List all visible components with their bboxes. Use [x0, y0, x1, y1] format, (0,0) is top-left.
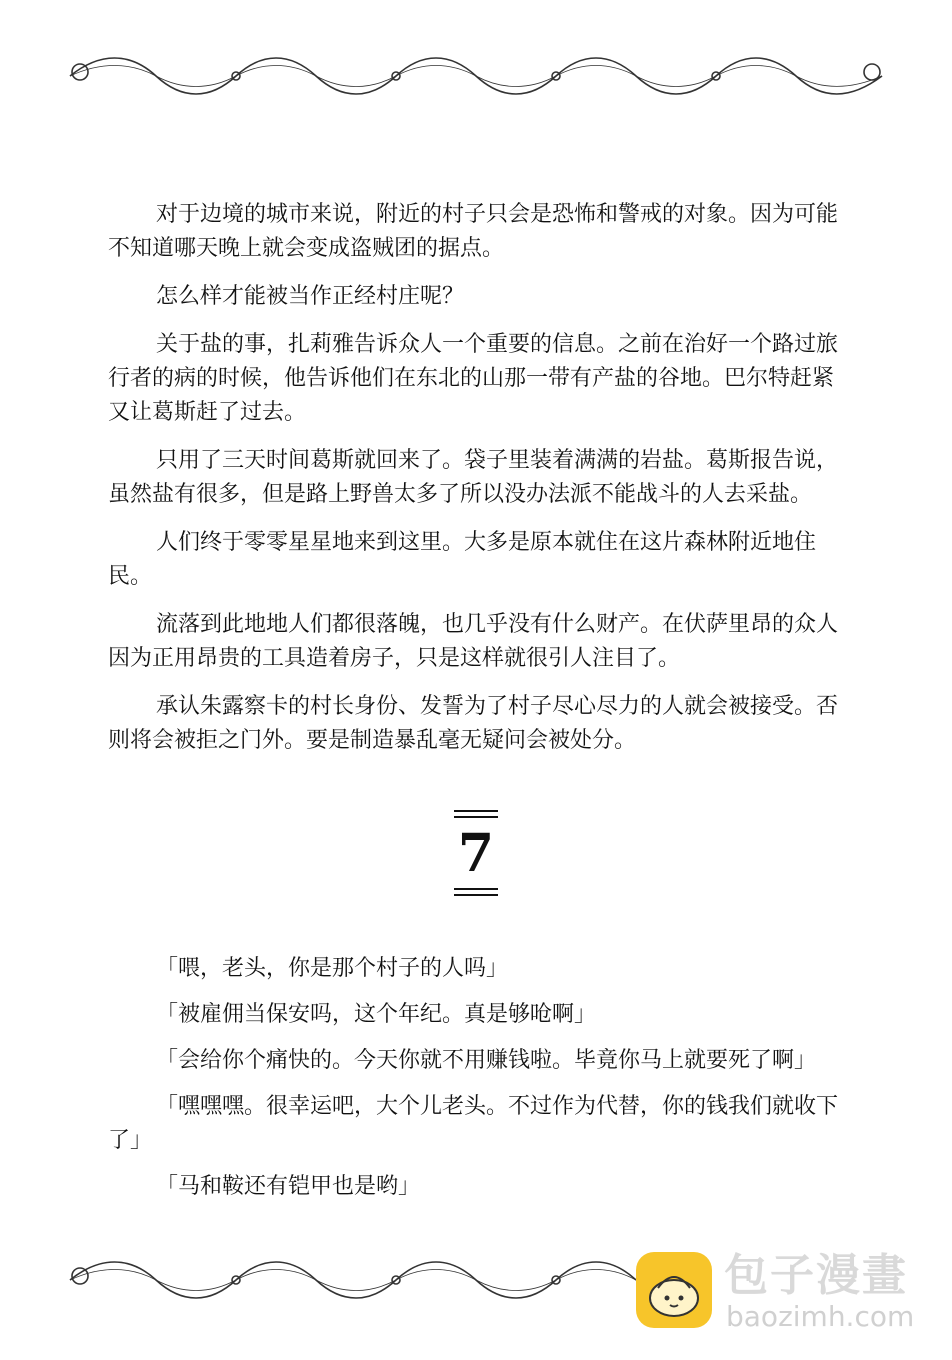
paragraph: 对于边境的城市来说，附近的村子只会是恐怖和警戒的对象。因为可能不知道哪天晚上就会变成盗贼团的据点。: [108, 202, 839, 261]
watermark-url: baozimh.com: [726, 1300, 915, 1333]
dialogue-line: 「会给你个痛快的。今天你就不用赚钱啦。毕竟你马上就要死了啊」: [156, 1048, 817, 1073]
paragraph: 人们终于零零星星地来到这里。大多是原本就住在这片森林附近地住民。: [108, 530, 817, 589]
dialogue-line: 「被雇佣当保安吗，这个年纪。真是够呛啊」: [156, 1002, 597, 1027]
dialogue-line: 「马和鞍还有铠甲也是哟」: [156, 1174, 421, 1199]
paragraph: 流落到此地地人们都很落魄，也几乎没有什么财产。在伏萨里昂的众人因为正用昂贵的工具造着房子，只是这样就很引人注目了。: [108, 612, 839, 671]
paragraph: 只用了三天时间葛斯就回来了。袋子里装着满满的岩盐。葛斯报告说，虽然盐有很多，但是路上野兽太多了所以没办法派不能战斗的人去采盐。: [108, 448, 839, 507]
top-ornament-border: [60, 48, 892, 104]
chapter-number: 7: [457, 823, 495, 884]
chapter-rule: [454, 888, 498, 890]
chapter-rule: [454, 816, 498, 818]
dialogue-line: 「喂，老头，你是那个村子的人吗」: [156, 956, 509, 981]
body-text: [108, 198, 848, 772]
dialogue-text: [108, 952, 868, 1216]
paragraph: 关于盐的事，扎莉雅告诉众人一个重要的信息。之前在治好一个路过旅行者的病的时候，他告诉他们在东北的山那一带有产盐的谷地。巴尔特赶紧又让葛斯赶了过去。: [108, 332, 839, 425]
chapter-rule: [454, 894, 498, 896]
paragraph: 怎么样才能被当作正经村庄呢？: [156, 284, 465, 309]
chapter-heading: [440, 808, 512, 900]
watermark-title: 包子漫畫: [724, 1250, 908, 1301]
paragraph: 承认朱露察卡的村长身份、发誓为了村子尽心尽力的人就会被接受。否则将会被拒之门外。要是制造暴乱毫无疑问会被处分。: [108, 694, 839, 753]
bun-logo-icon: [636, 1252, 712, 1328]
chapter-rule: [454, 810, 498, 812]
dialogue-line: 「嘿嘿嘿。很幸运吧，大个儿老头。不过作为代替，你的钱我们就收下了」: [108, 1094, 839, 1153]
watermark: [636, 1252, 936, 1336]
